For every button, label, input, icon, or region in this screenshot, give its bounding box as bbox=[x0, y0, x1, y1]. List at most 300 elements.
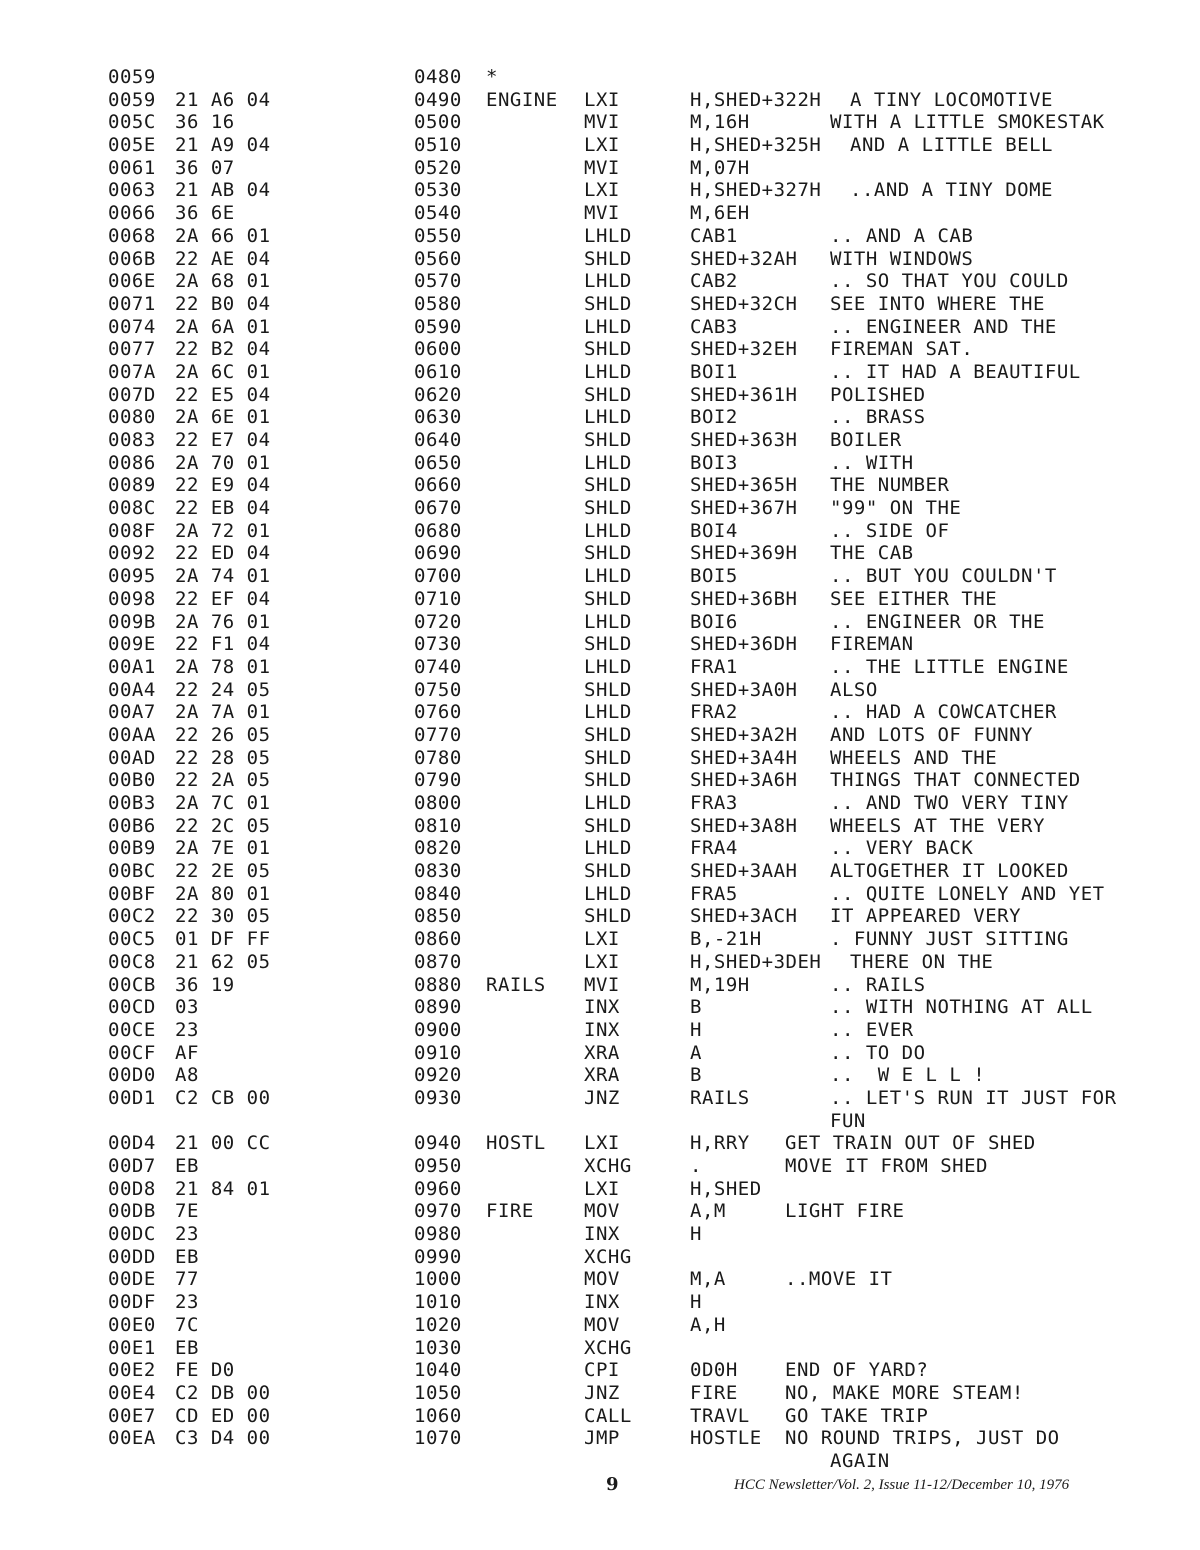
listing-address: 00D4 bbox=[108, 1132, 156, 1155]
listing-line-number: 0510 bbox=[414, 134, 462, 157]
listing-object-code: 7C bbox=[175, 1313, 199, 1336]
listing-object-code: 22 E7 04 bbox=[175, 429, 271, 451]
listing-object-code: 22 B2 04 bbox=[175, 338, 271, 361]
listing-object-code: EB bbox=[175, 1155, 199, 1177]
listing-opcode: MVI bbox=[584, 202, 620, 225]
listing-address: 0092 bbox=[108, 542, 156, 565]
listing-address: 007D bbox=[108, 383, 156, 406]
listing-comment: . FUNNY JUST SITTING bbox=[830, 928, 1069, 951]
listing-line-number: 0760 bbox=[414, 701, 462, 724]
listing-operand: RAILS bbox=[690, 1086, 750, 1109]
listing-opcode: SHLD bbox=[584, 542, 632, 565]
listing-line bbox=[0, 974, 1200, 997]
listing-address: 00A4 bbox=[108, 678, 156, 701]
listing-comment: FIREMAN SAT. bbox=[830, 338, 974, 361]
listing-comment: WHEELS AND THE bbox=[830, 746, 998, 769]
listing-opcode: MVI bbox=[584, 156, 620, 179]
listing-comment: NO ROUND TRIPS, JUST DO bbox=[785, 1427, 1060, 1450]
listing-line-number: 0730 bbox=[414, 633, 462, 656]
listing-operand: SHED+36DH bbox=[690, 633, 798, 656]
listing-comment: ..MOVE IT bbox=[785, 1268, 893, 1291]
listing-operand: BOI3 bbox=[690, 451, 738, 474]
listing-opcode: LXI bbox=[584, 88, 620, 111]
listing-line bbox=[0, 111, 1200, 134]
listing-opcode: SHLD bbox=[584, 746, 632, 769]
listing-line bbox=[0, 1450, 1200, 1473]
listing-operand: . bbox=[690, 1155, 702, 1177]
listing-line bbox=[0, 1314, 1200, 1337]
listing-address: 00CB bbox=[108, 973, 156, 996]
listing-line-number: 1010 bbox=[414, 1291, 462, 1314]
listing-address: 008F bbox=[108, 519, 156, 542]
listing-object-code: C3 D4 00 bbox=[175, 1427, 271, 1450]
listing-object-code: 21 00 CC bbox=[175, 1132, 271, 1155]
listing-operand: SHED+369H bbox=[690, 542, 798, 565]
listing-comment: .. RAILS bbox=[830, 973, 926, 996]
listing-line-number: 0490 bbox=[414, 88, 462, 111]
listing-address: 0059 bbox=[108, 66, 156, 88]
listing-operand: M,16H bbox=[690, 111, 750, 134]
listing-opcode: LHLD bbox=[584, 224, 632, 247]
listing-address: 00B3 bbox=[108, 792, 156, 814]
listing-line-number: 0910 bbox=[414, 1041, 462, 1064]
listing-address: 00B9 bbox=[108, 837, 156, 860]
listing-line bbox=[0, 951, 1200, 974]
listing-object-code: 22 30 05 bbox=[175, 905, 271, 928]
listing-line bbox=[0, 1359, 1200, 1382]
listing-address: 00B6 bbox=[108, 814, 156, 837]
listing-line-number: 0660 bbox=[414, 474, 462, 497]
listing-comment: .. HAD A COWCATCHER bbox=[830, 701, 1057, 724]
listing-comment: .. TO DO bbox=[830, 1041, 926, 1064]
listing-object-code: 22 2A 05 bbox=[175, 769, 271, 792]
listing-line bbox=[0, 837, 1200, 860]
listing-opcode: SHLD bbox=[584, 723, 632, 746]
listing-line-number: 0880 bbox=[414, 973, 462, 996]
page-number: 9 bbox=[606, 1474, 619, 1495]
listing-line-number: 0870 bbox=[414, 950, 462, 973]
listing-opcode: LHLD bbox=[584, 565, 632, 588]
listing-address: 00E7 bbox=[108, 1404, 156, 1427]
listing-line-number: 0960 bbox=[414, 1177, 462, 1200]
listing-line bbox=[0, 815, 1200, 838]
listing-opcode: LXI bbox=[584, 134, 620, 157]
listing-line bbox=[0, 202, 1200, 225]
listing-line-number: 0690 bbox=[414, 542, 462, 565]
listing-line-number: 1070 bbox=[414, 1427, 462, 1450]
listing-line-number: 1050 bbox=[414, 1381, 462, 1404]
listing-object-code: CD ED 00 bbox=[175, 1404, 271, 1427]
listing-comment: WHEELS AT THE VERY bbox=[830, 814, 1045, 837]
listing-address: 005C bbox=[108, 111, 156, 134]
listing-operand: SHED+32EH bbox=[690, 338, 798, 361]
listing-opcode: LHLD bbox=[584, 270, 632, 293]
listing-operand: A bbox=[690, 1041, 702, 1064]
listing-address: 00A1 bbox=[108, 655, 156, 678]
listing-opcode: INX bbox=[584, 1223, 620, 1246]
listing-object-code: C2 DB 00 bbox=[175, 1381, 271, 1404]
listing-opcode: MVI bbox=[584, 973, 620, 996]
listing-opcode: XRA bbox=[584, 1041, 620, 1064]
listing-operand: SHED+3A4H bbox=[690, 746, 798, 769]
listing-operand: SHED+3A6H bbox=[690, 769, 798, 792]
listing-comment: .. SIDE OF bbox=[830, 519, 950, 542]
listing-comment: POLISHED bbox=[830, 383, 926, 406]
listing-line bbox=[0, 134, 1200, 157]
listing-opcode: LHLD bbox=[584, 360, 632, 383]
listing-line-number: 0620 bbox=[414, 383, 462, 406]
listing-operand: BOI6 bbox=[690, 610, 738, 633]
listing-comment: .. QUITE LONELY AND YET bbox=[830, 882, 1105, 905]
listing-address: 00E4 bbox=[108, 1381, 156, 1404]
listing-object-code: 21 A9 04 bbox=[175, 134, 271, 157]
listing-opcode: SHLD bbox=[584, 769, 632, 792]
listing-address: 007A bbox=[108, 360, 156, 383]
listing-comment: SEE INTO WHERE THE bbox=[830, 292, 1045, 315]
listing-comment: .. AND TWO VERY TINY bbox=[830, 792, 1069, 814]
listing-object-code: 22 AE 04 bbox=[175, 247, 271, 270]
listing-object-code: 22 24 05 bbox=[175, 678, 271, 701]
listing-operand: SHED+3ACH bbox=[690, 905, 798, 928]
listing-comment: END OF YARD? bbox=[785, 1359, 929, 1382]
listing-object-code: 2A 78 01 bbox=[175, 655, 271, 678]
listing-line bbox=[0, 1246, 1200, 1269]
listing-line bbox=[0, 905, 1200, 928]
listing-comment: AGAIN bbox=[830, 1449, 890, 1472]
listing-comment: THINGS THAT CONNECTED bbox=[830, 769, 1081, 792]
listing-object-code: 2A 70 01 bbox=[175, 451, 271, 474]
listing-line bbox=[0, 89, 1200, 112]
listing-operand: CAB1 bbox=[690, 224, 738, 247]
listing-address: 00E0 bbox=[108, 1313, 156, 1336]
listing-address: 00E2 bbox=[108, 1359, 156, 1382]
listing-address: 00CF bbox=[108, 1041, 156, 1064]
listing-operand: FRA3 bbox=[690, 792, 738, 814]
listing-operand: FRA2 bbox=[690, 701, 738, 724]
listing-operand: H bbox=[690, 1291, 702, 1314]
listing-operand: BOI1 bbox=[690, 360, 738, 383]
listing-address: 00DE bbox=[108, 1268, 156, 1291]
listing-comment: .. WITH bbox=[830, 451, 914, 474]
listing-operand: M,A bbox=[690, 1268, 726, 1291]
listing-line-number: 0940 bbox=[414, 1132, 462, 1155]
listing-line bbox=[0, 338, 1200, 361]
listing-comment: .. VERY BACK bbox=[830, 837, 974, 860]
listing-line-number: 0560 bbox=[414, 247, 462, 270]
listing-line-number: 0810 bbox=[414, 814, 462, 837]
listing-address: 00DB bbox=[108, 1200, 156, 1223]
listing-line bbox=[0, 316, 1200, 339]
listing-operand: SHED+3A2H bbox=[690, 723, 798, 746]
listing-line bbox=[0, 248, 1200, 271]
listing-line-number: 1000 bbox=[414, 1268, 462, 1291]
listing-label: HOSTL bbox=[486, 1132, 546, 1155]
listing-opcode: INX bbox=[584, 1291, 620, 1314]
listing-object-code: 2A 7A 01 bbox=[175, 701, 271, 724]
publication-info: HCC Newsletter/Vol. 2, Issue 11-12/December 10, 1976 bbox=[734, 1477, 1070, 1493]
listing-line bbox=[0, 1110, 1200, 1133]
listing-operand: SHED+32AH bbox=[690, 247, 798, 270]
listing-object-code: EB bbox=[175, 1245, 199, 1268]
listing-comment: .. IT HAD A BEAUTIFUL bbox=[830, 360, 1081, 383]
listing-line bbox=[0, 611, 1200, 634]
listing-opcode: LXI bbox=[584, 1177, 620, 1200]
listing-object-code: 22 26 05 bbox=[175, 723, 271, 746]
listing-opcode: XCHG bbox=[584, 1245, 632, 1268]
listing-line-number: 0610 bbox=[414, 360, 462, 383]
listing-comment: SEE EITHER THE bbox=[830, 587, 998, 610]
listing-opcode: SHLD bbox=[584, 814, 632, 837]
listing-address: 00D7 bbox=[108, 1155, 156, 1177]
listing-opcode: SHLD bbox=[584, 497, 632, 520]
listing-label: ENGINE bbox=[486, 88, 558, 111]
listing-operand: H,RRY bbox=[690, 1132, 750, 1155]
listing-opcode: LHLD bbox=[584, 406, 632, 429]
listing-object-code: 22 EB 04 bbox=[175, 497, 271, 520]
listing-opcode: SHLD bbox=[584, 429, 632, 451]
listing-line bbox=[0, 633, 1200, 656]
listing-address: 00DF bbox=[108, 1291, 156, 1314]
listing-object-code: 2A 72 01 bbox=[175, 519, 271, 542]
listing-operand: H bbox=[690, 1223, 702, 1246]
listing-line bbox=[0, 792, 1200, 815]
listing-opcode: MOV bbox=[584, 1200, 620, 1223]
listing-address: 00E1 bbox=[108, 1336, 156, 1359]
listing-operand: H,SHED bbox=[690, 1177, 762, 1200]
listing-operand: SHED+363H bbox=[690, 429, 798, 451]
listing-line bbox=[0, 1087, 1200, 1110]
listing-opcode: SHLD bbox=[584, 905, 632, 928]
listing-line-number: 0630 bbox=[414, 406, 462, 429]
listing-line-number: 0710 bbox=[414, 587, 462, 610]
listing-operand: SHED+365H bbox=[690, 474, 798, 497]
listing-line bbox=[0, 1178, 1200, 1201]
listing-address: 00A7 bbox=[108, 701, 156, 724]
listing-operand: SHED+3A8H bbox=[690, 814, 798, 837]
listing-opcode: SHLD bbox=[584, 338, 632, 361]
listing-address: 006E bbox=[108, 270, 156, 293]
listing-address: 0086 bbox=[108, 451, 156, 474]
listing-opcode: LHLD bbox=[584, 451, 632, 474]
listing-object-code: 22 E5 04 bbox=[175, 383, 271, 406]
listing-line-number: 1060 bbox=[414, 1404, 462, 1427]
listing-line-number: 0520 bbox=[414, 156, 462, 179]
listing-operand: H,SHED+3DEH bbox=[690, 950, 822, 973]
listing-operand: H bbox=[690, 1018, 702, 1041]
listing-line-number: 0580 bbox=[414, 292, 462, 315]
listing-operand: B bbox=[690, 1064, 702, 1087]
listing-comment: AND LOTS OF FUNNY bbox=[830, 723, 1033, 746]
listing-address: 00BC bbox=[108, 860, 156, 883]
listing-comment: .. THE LITTLE ENGINE bbox=[830, 655, 1069, 678]
listing-opcode: SHLD bbox=[584, 587, 632, 610]
listing-opcode: MOV bbox=[584, 1268, 620, 1291]
listing-address: 00C2 bbox=[108, 905, 156, 928]
listing-line bbox=[0, 293, 1200, 316]
listing-operand: M,19H bbox=[690, 973, 750, 996]
listing-line-number: 1020 bbox=[414, 1313, 462, 1336]
listing-operand: FRA5 bbox=[690, 882, 738, 905]
listing-opcode: XCHG bbox=[584, 1336, 632, 1359]
listing-line bbox=[0, 565, 1200, 588]
listing-address: 00AA bbox=[108, 723, 156, 746]
listing-line-number: 0890 bbox=[414, 996, 462, 1019]
listing-operand: FRA4 bbox=[690, 837, 738, 860]
listing-line bbox=[0, 724, 1200, 747]
listing-line bbox=[0, 1019, 1200, 1042]
listing-object-code: 2A 6A 01 bbox=[175, 315, 271, 338]
listing-object-code: 22 B0 04 bbox=[175, 292, 271, 315]
listing-comment: GET TRAIN OUT OF SHED bbox=[785, 1132, 1036, 1155]
listing-operand: A,M bbox=[690, 1200, 726, 1223]
listing-line-number: 0980 bbox=[414, 1223, 462, 1246]
listing-line bbox=[0, 1382, 1200, 1405]
listing-line-number: 0920 bbox=[414, 1064, 462, 1087]
listing-line bbox=[0, 1200, 1200, 1223]
assembly-listing bbox=[0, 66, 1200, 1473]
listing-comment: .. WITH NOTHING AT ALL bbox=[830, 996, 1093, 1019]
listing-line bbox=[0, 769, 1200, 792]
listing-line bbox=[0, 1427, 1200, 1450]
listing-operand: SHED+3A0H bbox=[690, 678, 798, 701]
listing-line-number: 0990 bbox=[414, 1245, 462, 1268]
listing-object-code: 21 84 01 bbox=[175, 1177, 271, 1200]
listing-line-number: 0680 bbox=[414, 519, 462, 542]
listing-comment: .. AND A CAB bbox=[830, 224, 974, 247]
listing-line bbox=[0, 747, 1200, 770]
listing-line-number: 0530 bbox=[414, 179, 462, 202]
listing-address: 009E bbox=[108, 633, 156, 656]
listing-comment: IT APPEARED VERY bbox=[830, 905, 1022, 928]
listing-operand: H,SHED+327H bbox=[690, 179, 822, 202]
listing-line-number: 0590 bbox=[414, 315, 462, 338]
listing-line bbox=[0, 452, 1200, 475]
listing-comment: MOVE IT FROM SHED bbox=[785, 1155, 988, 1177]
listing-object-code: 2A 7E 01 bbox=[175, 837, 271, 860]
listing-address: 0095 bbox=[108, 565, 156, 588]
listing-object-code: 03 bbox=[175, 996, 199, 1019]
listing-operand: SHED+36BH bbox=[690, 587, 798, 610]
listing-line bbox=[0, 701, 1200, 724]
listing-opcode: SHLD bbox=[584, 247, 632, 270]
listing-object-code: 36 07 bbox=[175, 156, 235, 179]
listing-comment: ALSO bbox=[830, 678, 878, 701]
listing-line bbox=[0, 542, 1200, 565]
listing-object-code: 36 16 bbox=[175, 111, 235, 134]
listing-object-code: 7E bbox=[175, 1200, 199, 1223]
listing-line bbox=[0, 928, 1200, 951]
listing-line bbox=[0, 1291, 1200, 1314]
listing-object-code: 2A 68 01 bbox=[175, 270, 271, 293]
listing-line bbox=[0, 996, 1200, 1019]
listing-comment: FUN bbox=[830, 1109, 866, 1132]
listing-address: 00D0 bbox=[108, 1064, 156, 1087]
listing-comment: WITH WINDOWS bbox=[830, 247, 974, 270]
listing-line-number: 0540 bbox=[414, 202, 462, 225]
listing-address: 009B bbox=[108, 610, 156, 633]
listing-line bbox=[0, 1064, 1200, 1087]
listing-operand: SHED+361H bbox=[690, 383, 798, 406]
listing-comment: ALTOGETHER IT LOOKED bbox=[830, 860, 1069, 883]
listing-line bbox=[0, 406, 1200, 429]
listing-object-code: 36 6E bbox=[175, 202, 235, 225]
listing-comment: THE CAB bbox=[830, 542, 914, 565]
listing-opcode: SHLD bbox=[584, 383, 632, 406]
listing-line bbox=[0, 157, 1200, 180]
listing-address: 0074 bbox=[108, 315, 156, 338]
listing-comment: .. ENGINEER AND THE bbox=[830, 315, 1057, 338]
listing-opcode: LHLD bbox=[584, 792, 632, 814]
listing-address: 0089 bbox=[108, 474, 156, 497]
listing-object-code: 22 EF 04 bbox=[175, 587, 271, 610]
listing-object-code: 22 F1 04 bbox=[175, 633, 271, 656]
listing-line-number: 0800 bbox=[414, 792, 462, 814]
listing-line bbox=[0, 860, 1200, 883]
listing-opcode: LHLD bbox=[584, 315, 632, 338]
listing-object-code: A8 bbox=[175, 1064, 199, 1087]
listing-comment: LIGHT FIRE bbox=[785, 1200, 905, 1223]
listing-line-number: 1030 bbox=[414, 1336, 462, 1359]
listing-address: 00DD bbox=[108, 1245, 156, 1268]
listing-line-number: 0720 bbox=[414, 610, 462, 633]
listing-line bbox=[0, 361, 1200, 384]
listing-address: 00CD bbox=[108, 996, 156, 1019]
listing-operand: BOI2 bbox=[690, 406, 738, 429]
listing-object-code: 21 62 05 bbox=[175, 950, 271, 973]
listing-line-number: 0860 bbox=[414, 928, 462, 951]
listing-operand: B,-21H bbox=[690, 928, 762, 951]
listing-opcode: LXI bbox=[584, 950, 620, 973]
listing-object-code: 2A 7C 01 bbox=[175, 792, 271, 814]
listing-object-code: 2A 80 01 bbox=[175, 882, 271, 905]
listing-address: 0061 bbox=[108, 156, 156, 179]
listing-operand: CAB2 bbox=[690, 270, 738, 293]
listing-operand: 0D0H bbox=[690, 1359, 738, 1382]
listing-opcode: LHLD bbox=[584, 701, 632, 724]
listing-address: 00C5 bbox=[108, 928, 156, 951]
listing-opcode: SHLD bbox=[584, 633, 632, 656]
listing-operand: SHED+32CH bbox=[690, 292, 798, 315]
listing-operand: CAB3 bbox=[690, 315, 738, 338]
listing-address: 00CE bbox=[108, 1018, 156, 1041]
listing-object-code: 22 2E 05 bbox=[175, 860, 271, 883]
listing-line bbox=[0, 225, 1200, 248]
listing-object-code: AF bbox=[175, 1041, 199, 1064]
listing-address: 00BF bbox=[108, 882, 156, 905]
listing-line bbox=[0, 179, 1200, 202]
listing-object-code: 2A 6E 01 bbox=[175, 406, 271, 429]
listing-operand: BOI5 bbox=[690, 565, 738, 588]
listing-opcode: LHLD bbox=[584, 837, 632, 860]
listing-opcode: SHLD bbox=[584, 860, 632, 883]
listing-opcode: SHLD bbox=[584, 292, 632, 315]
listing-line-number: 0840 bbox=[414, 882, 462, 905]
listing-operand: B bbox=[690, 996, 702, 1019]
listing-line-number: 0780 bbox=[414, 746, 462, 769]
listing-address: 00D8 bbox=[108, 1177, 156, 1200]
listing-line bbox=[0, 474, 1200, 497]
listing-line bbox=[0, 1223, 1200, 1246]
listing-operand: TRAVL bbox=[690, 1404, 750, 1427]
listing-comment: ..AND A TINY DOME bbox=[850, 179, 1053, 202]
listing-line-number: 0600 bbox=[414, 338, 462, 361]
listing-line bbox=[0, 384, 1200, 407]
listing-line bbox=[0, 497, 1200, 520]
listing-address: 00C8 bbox=[108, 950, 156, 973]
listing-line-number: 0500 bbox=[414, 111, 462, 134]
listing-address: 00D1 bbox=[108, 1086, 156, 1109]
listing-opcode: JNZ bbox=[584, 1381, 620, 1404]
